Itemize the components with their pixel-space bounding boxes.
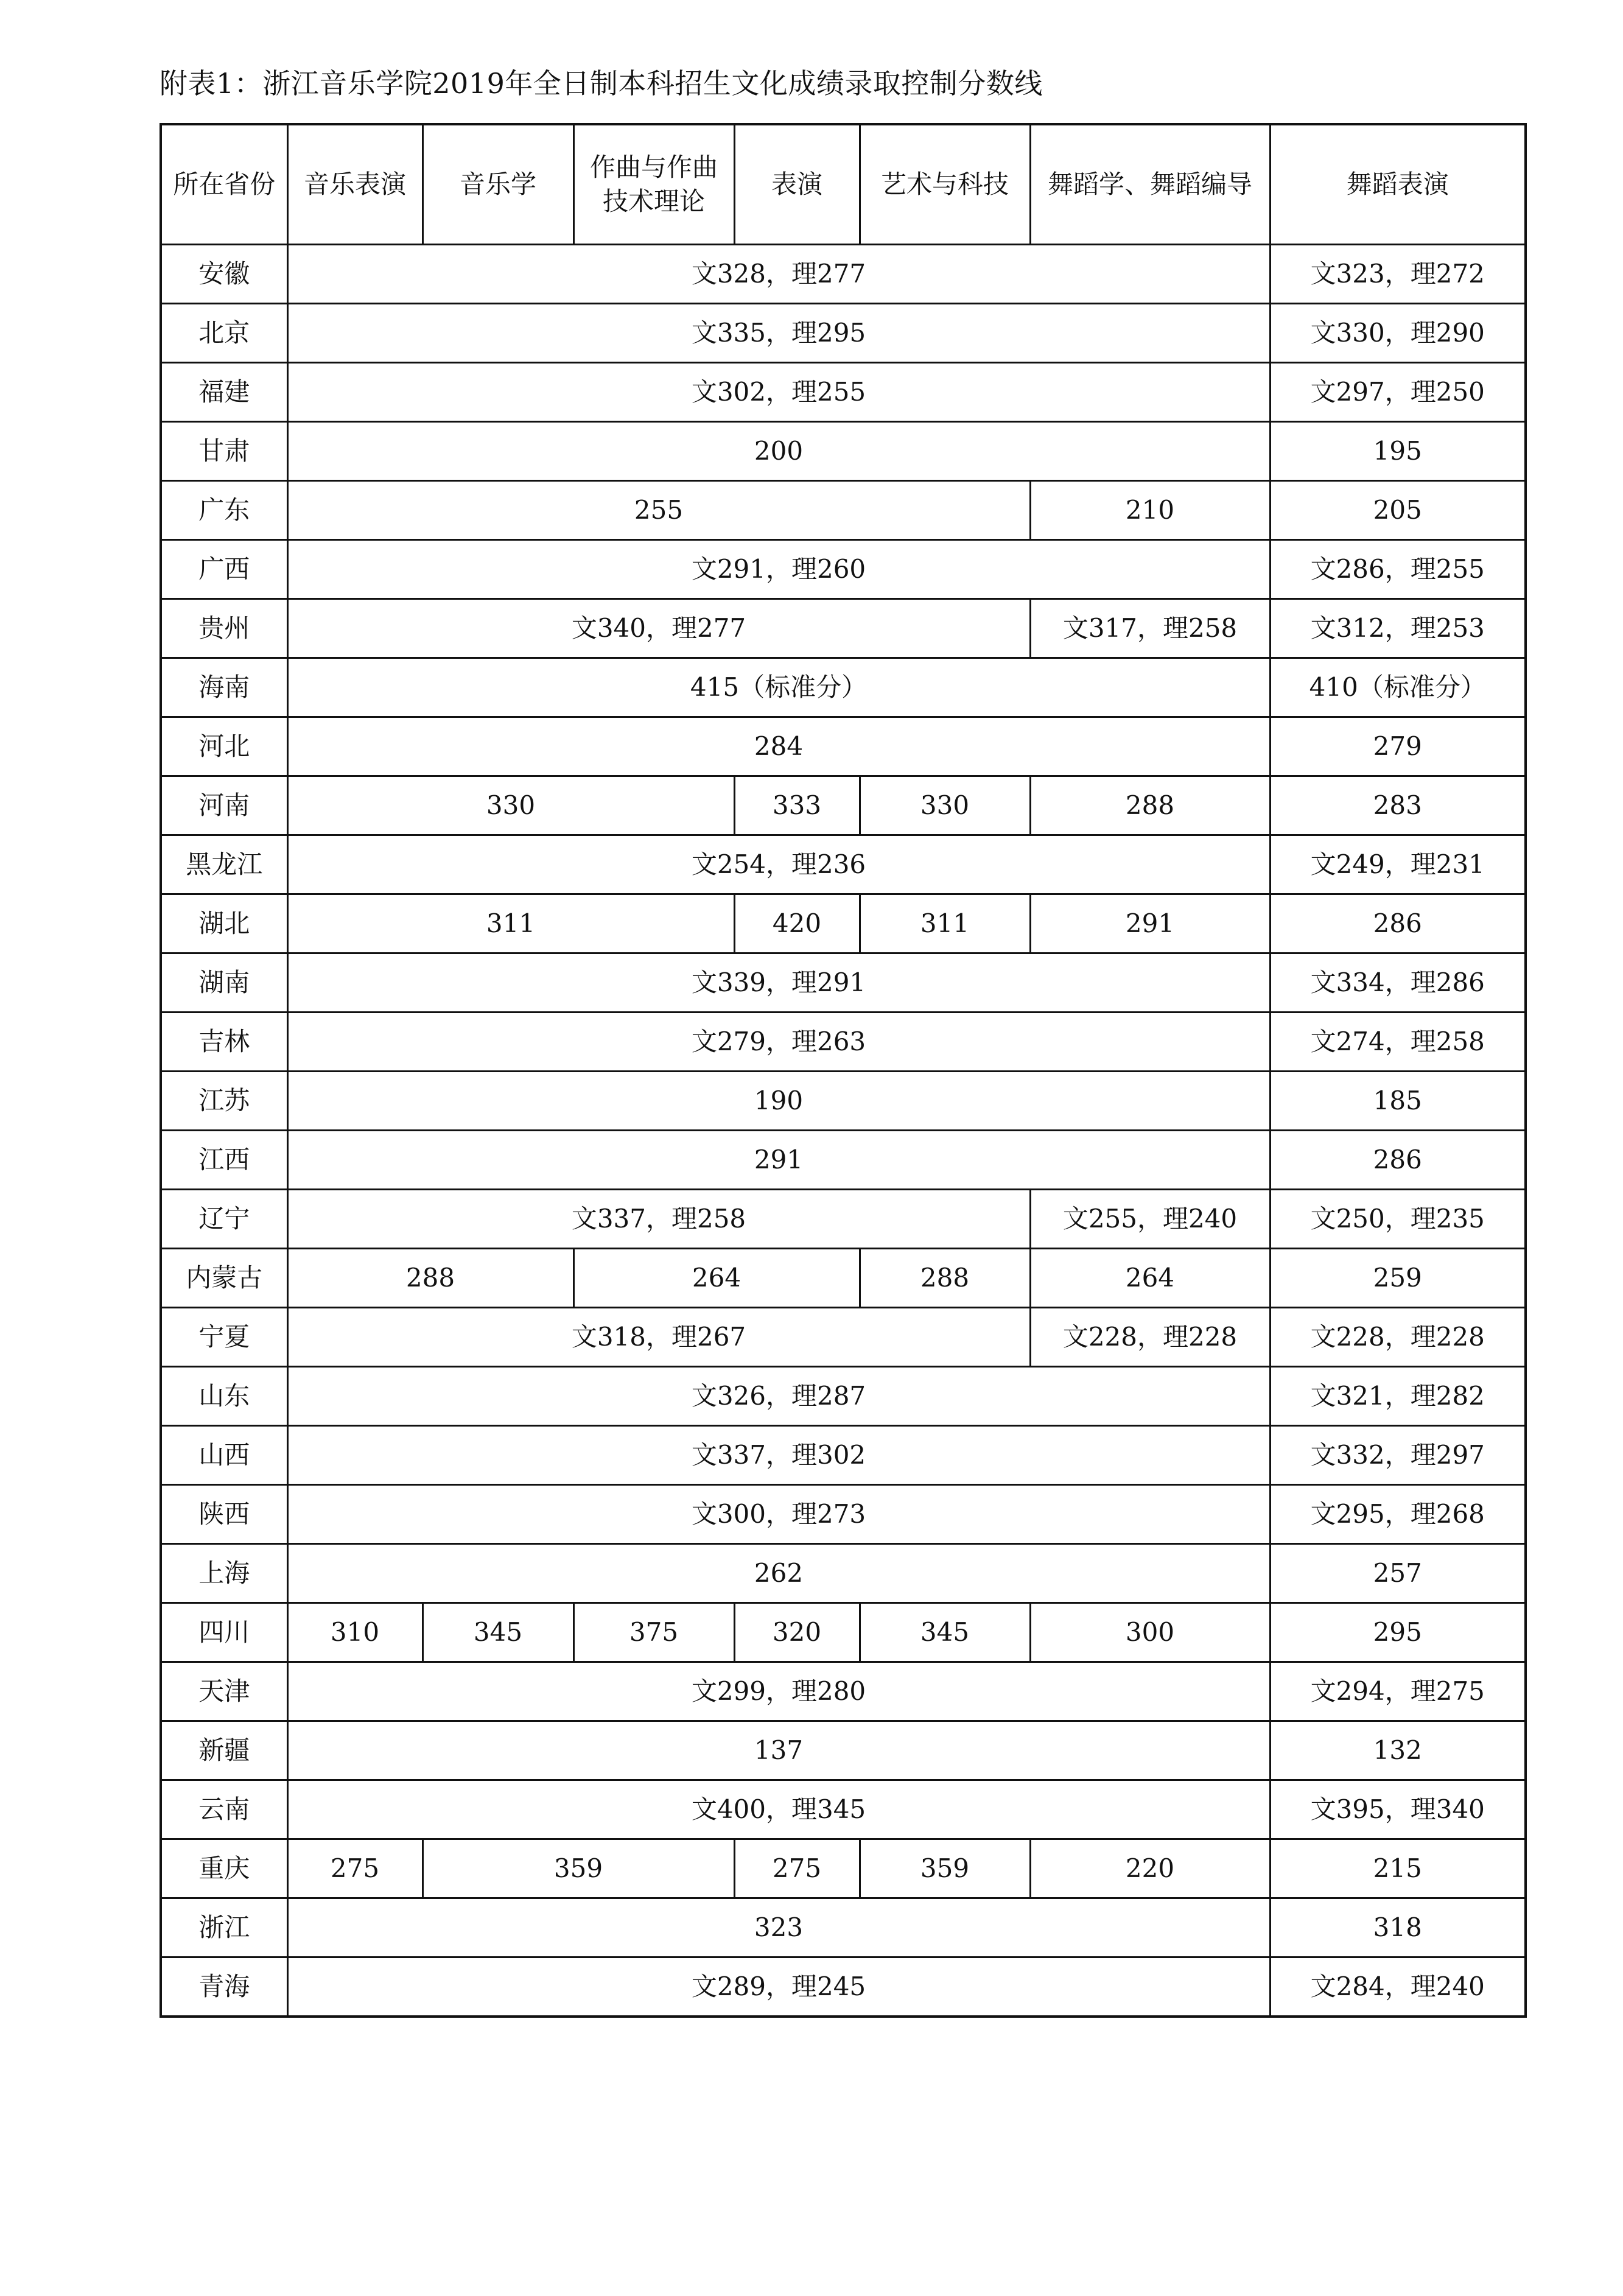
- score-cell: 文337，理302: [287, 1426, 1270, 1485]
- score-cell: 410（标准分）: [1270, 658, 1526, 717]
- column-header: 音乐学: [422, 124, 573, 245]
- table-row: [161, 304, 1526, 363]
- score-cell: 文250，理235: [1270, 1190, 1526, 1249]
- score-cell: 262: [287, 1544, 1270, 1603]
- table-row: [161, 1780, 1526, 1839]
- province-cell: 内蒙古: [161, 1249, 287, 1308]
- score-cell: 375: [573, 1603, 734, 1662]
- table-row: [161, 717, 1526, 776]
- score-cell: 359: [860, 1839, 1030, 1898]
- score-cell: 185: [1270, 1072, 1526, 1131]
- score-cell: 333: [734, 776, 860, 835]
- table-row: [161, 1367, 1526, 1426]
- score-cell: 288: [860, 1249, 1030, 1308]
- province-cell: 云南: [161, 1780, 287, 1839]
- table-row: [161, 1839, 1526, 1898]
- table-row: [161, 599, 1526, 658]
- score-cell: 291: [1030, 894, 1270, 953]
- score-cell: 210: [1030, 481, 1270, 540]
- table-row: [161, 1721, 1526, 1780]
- score-cell: 205: [1270, 481, 1526, 540]
- province-cell: 河北: [161, 717, 287, 776]
- score-cell: 323: [287, 1898, 1270, 1957]
- header-row: [161, 124, 1526, 245]
- score-cell: 文291，理260: [287, 540, 1270, 599]
- table-row: [161, 363, 1526, 422]
- score-cell: 文228，理228: [1270, 1308, 1526, 1367]
- table-row: [161, 894, 1526, 953]
- score-cell: 文328，理277: [287, 245, 1270, 304]
- province-cell: 黑龙江: [161, 835, 287, 894]
- score-cell: 文299，理280: [287, 1662, 1270, 1721]
- document-title: 附表1：浙江音乐学院2019年全日制本科招生文化成绩录取控制分数线: [159, 67, 1043, 100]
- table-row: [161, 422, 1526, 481]
- score-cell: 311: [287, 894, 734, 953]
- score-cell: 286: [1270, 1131, 1526, 1190]
- score-cell: 310: [287, 1603, 422, 1662]
- score-cell: 300: [1030, 1603, 1270, 1662]
- province-cell: 天津: [161, 1662, 287, 1721]
- province-cell: 新疆: [161, 1721, 287, 1780]
- score-cell: 文335，理295: [287, 304, 1270, 363]
- score-cell: 284: [287, 717, 1270, 776]
- score-cell: 文255，理240: [1030, 1190, 1270, 1249]
- table-row: [161, 1072, 1526, 1131]
- province-cell: 辽宁: [161, 1190, 287, 1249]
- score-cell: 264: [1030, 1249, 1270, 1308]
- score-cell: 291: [287, 1131, 1270, 1190]
- province-cell: 山东: [161, 1367, 287, 1426]
- table-row: [161, 1544, 1526, 1603]
- score-cell: 275: [734, 1839, 860, 1898]
- table-row: [161, 540, 1526, 599]
- score-cell: 文317，理258: [1030, 599, 1270, 658]
- column-header: 音乐表演: [287, 124, 422, 245]
- column-header: 所在省份: [161, 124, 287, 245]
- province-cell: 河南: [161, 776, 287, 835]
- province-cell: 甘肃: [161, 422, 287, 481]
- score-cell: 311: [860, 894, 1030, 953]
- province-cell: 重庆: [161, 1839, 287, 1898]
- province-cell: 广东: [161, 481, 287, 540]
- score-cell: 文228，理228: [1030, 1308, 1270, 1367]
- score-cell: 文395，理340: [1270, 1780, 1526, 1839]
- province-cell: 贵州: [161, 599, 287, 658]
- score-cell: 文295，理268: [1270, 1485, 1526, 1544]
- score-cell: 文400，理345: [287, 1780, 1270, 1839]
- table-header: [161, 124, 1526, 245]
- table-row: [161, 1013, 1526, 1072]
- score-cell: 420: [734, 894, 860, 953]
- score-cell: 283: [1270, 776, 1526, 835]
- score-cell: 200: [287, 422, 1270, 481]
- score-cell: 288: [287, 1249, 573, 1308]
- province-cell: 安徽: [161, 245, 287, 304]
- column-header: 作曲与作曲技术理论: [573, 124, 734, 245]
- province-cell: 海南: [161, 658, 287, 717]
- province-cell: 上海: [161, 1544, 287, 1603]
- table-row: [161, 835, 1526, 894]
- province-cell: 四川: [161, 1603, 287, 1662]
- table-row: [161, 481, 1526, 540]
- province-cell: 浙江: [161, 1898, 287, 1957]
- score-cell: 文254，理236: [287, 835, 1270, 894]
- score-cell: 195: [1270, 422, 1526, 481]
- table-row: [161, 1308, 1526, 1367]
- score-cell: 359: [422, 1839, 734, 1898]
- score-cell: 275: [287, 1839, 422, 1898]
- score-cell: 文286，理255: [1270, 540, 1526, 599]
- score-cell: 330: [287, 776, 734, 835]
- score-cell: 320: [734, 1603, 860, 1662]
- score-cell: 215: [1270, 1839, 1526, 1898]
- province-cell: 江苏: [161, 1072, 287, 1131]
- score-cell: 415（标准分）: [287, 658, 1270, 717]
- table-row: [161, 1190, 1526, 1249]
- table-row: [161, 1957, 1526, 2017]
- table-row: [161, 776, 1526, 835]
- score-cell: 文294，理275: [1270, 1662, 1526, 1721]
- table-row: [161, 953, 1526, 1013]
- score-cell: 文340，理277: [287, 599, 1030, 658]
- table-body: [161, 245, 1526, 2017]
- score-cell: 文302，理255: [287, 363, 1270, 422]
- score-cell: 文321，理282: [1270, 1367, 1526, 1426]
- table-row: [161, 245, 1526, 304]
- score-cell: 文312，理253: [1270, 599, 1526, 658]
- province-cell: 北京: [161, 304, 287, 363]
- province-cell: 福建: [161, 363, 287, 422]
- score-cell: 文289，理245: [287, 1957, 1270, 2017]
- score-cell: 259: [1270, 1249, 1526, 1308]
- score-cell: 345: [860, 1603, 1030, 1662]
- column-header: 艺术与科技: [860, 124, 1030, 245]
- score-cell: 文330，理290: [1270, 304, 1526, 363]
- score-cell: 286: [1270, 894, 1526, 953]
- admission-score-table: [159, 123, 1527, 2018]
- table-row: [161, 1131, 1526, 1190]
- table-row: [161, 1603, 1526, 1662]
- score-cell: 文334，理286: [1270, 953, 1526, 1013]
- province-cell: 青海: [161, 1957, 287, 2017]
- table-row: [161, 1662, 1526, 1721]
- score-cell: 文284，理240: [1270, 1957, 1526, 2017]
- column-header: 舞蹈学、舞蹈编导: [1030, 124, 1270, 245]
- score-cell: 137: [287, 1721, 1270, 1780]
- province-cell: 陕西: [161, 1485, 287, 1544]
- score-cell: 文249，理231: [1270, 835, 1526, 894]
- table-row: [161, 658, 1526, 717]
- score-cell: 190: [287, 1072, 1270, 1131]
- score-cell: 255: [287, 481, 1030, 540]
- column-header: 表演: [734, 124, 860, 245]
- score-cell: 295: [1270, 1603, 1526, 1662]
- column-header: 舞蹈表演: [1270, 124, 1526, 245]
- score-cell: 220: [1030, 1839, 1270, 1898]
- score-cell: 文326，理287: [287, 1367, 1270, 1426]
- score-cell: 288: [1030, 776, 1270, 835]
- table-row: [161, 1426, 1526, 1485]
- score-cell: 文279，理263: [287, 1013, 1270, 1072]
- province-cell: 山西: [161, 1426, 287, 1485]
- score-cell: 文323，理272: [1270, 245, 1526, 304]
- score-cell: 文300，理273: [287, 1485, 1270, 1544]
- table-row: [161, 1898, 1526, 1957]
- score-cell: 264: [573, 1249, 860, 1308]
- score-cell: 文297，理250: [1270, 363, 1526, 422]
- score-cell: 文332，理297: [1270, 1426, 1526, 1485]
- province-cell: 吉林: [161, 1013, 287, 1072]
- score-cell: 文318，理267: [287, 1308, 1030, 1367]
- score-cell: 257: [1270, 1544, 1526, 1603]
- score-cell: 132: [1270, 1721, 1526, 1780]
- province-cell: 宁夏: [161, 1308, 287, 1367]
- province-cell: 湖北: [161, 894, 287, 953]
- province-cell: 湖南: [161, 953, 287, 1013]
- score-cell: 文274，理258: [1270, 1013, 1526, 1072]
- table-row: [161, 1485, 1526, 1544]
- score-cell: 279: [1270, 717, 1526, 776]
- score-cell: 318: [1270, 1898, 1526, 1957]
- score-cell: 330: [860, 776, 1030, 835]
- table-row: [161, 1249, 1526, 1308]
- score-cell: 345: [422, 1603, 573, 1662]
- province-cell: 江西: [161, 1131, 287, 1190]
- province-cell: 广西: [161, 540, 287, 599]
- score-cell: 文337，理258: [287, 1190, 1030, 1249]
- score-cell: 文339，理291: [287, 953, 1270, 1013]
